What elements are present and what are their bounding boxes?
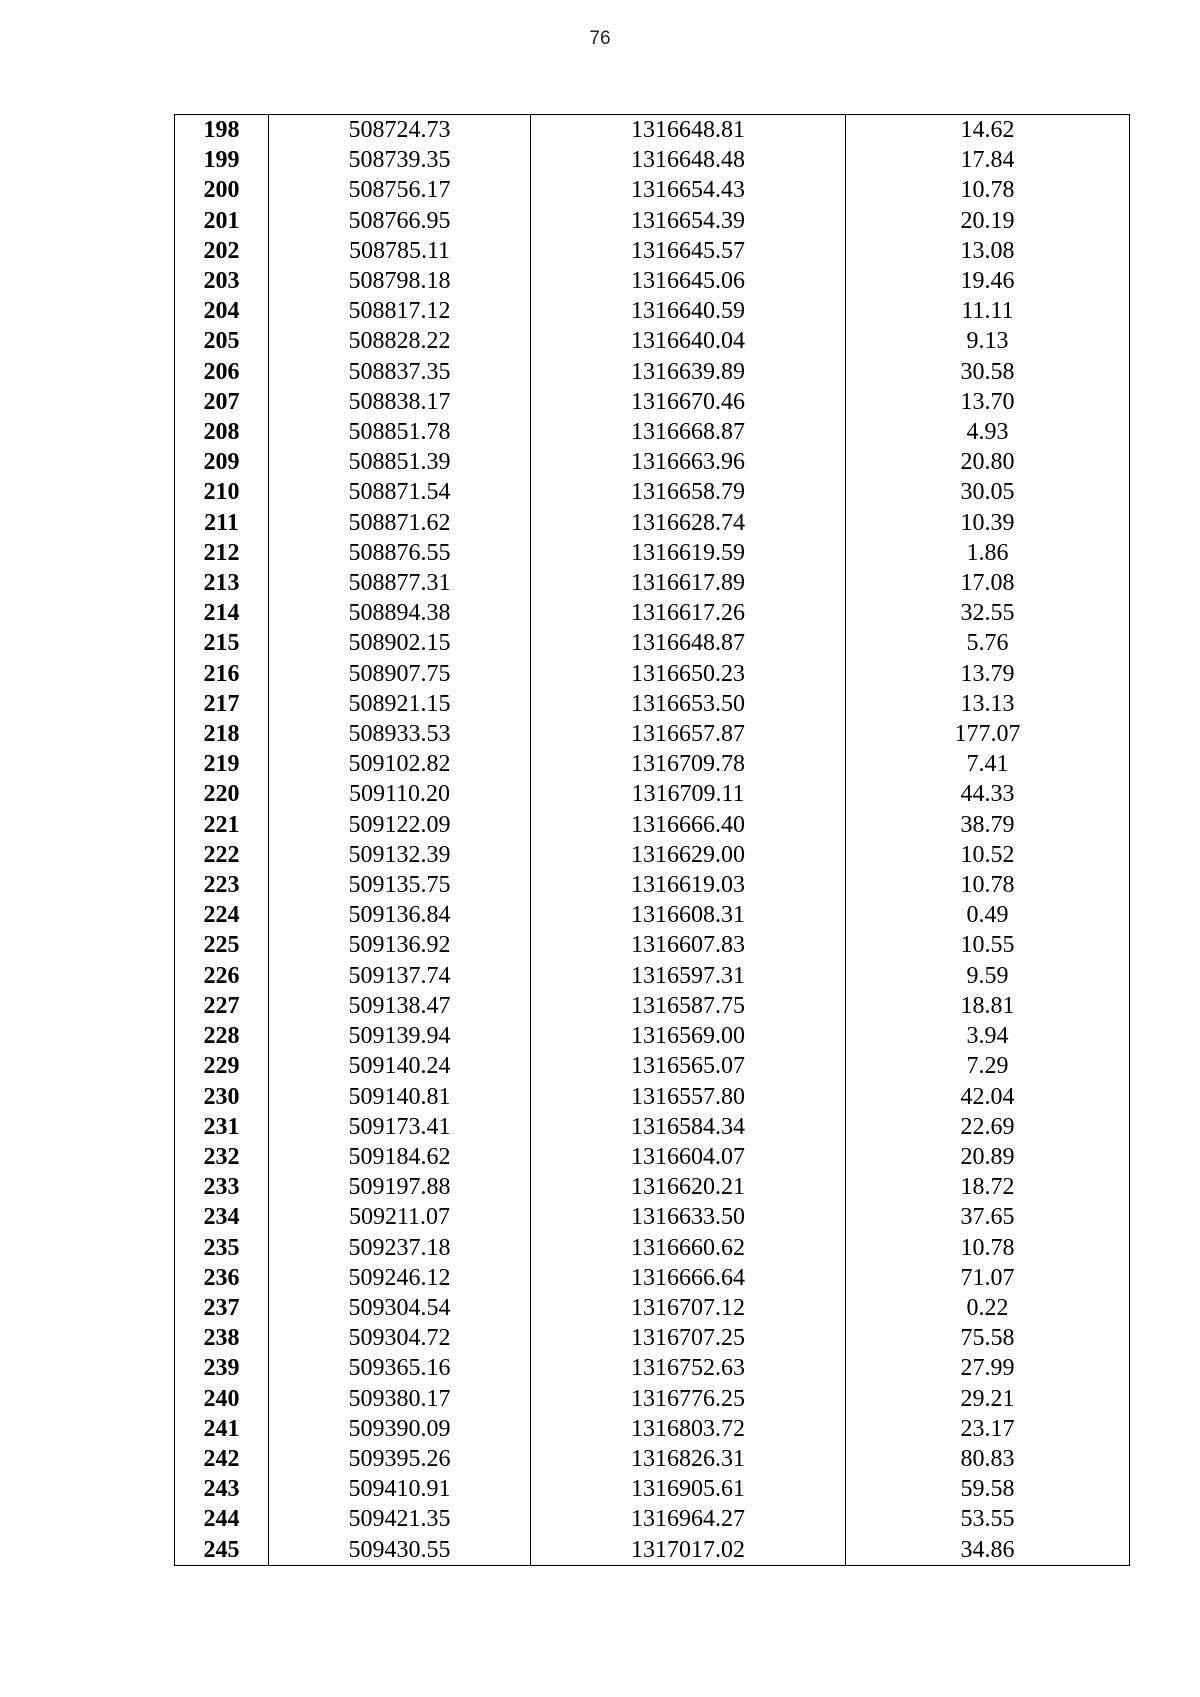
x-coordinate-cell: 508838.17 [269,387,531,417]
y-coordinate-cell: 1316619.59 [531,538,846,568]
y-coordinate-cell: 1316587.75 [531,991,846,1021]
table-row [175,659,1130,689]
table-row [175,477,1130,507]
x-coordinate-cell: 509184.62 [269,1142,531,1172]
y-coordinate-cell: 1316668.87 [531,417,846,447]
distance-cell: 13.70 [846,387,1130,417]
y-coordinate-cell: 1316617.89 [531,568,846,598]
y-coordinate-cell: 1316707.25 [531,1323,846,1353]
distance-cell: 20.89 [846,1142,1130,1172]
point-number-cell: 222 [175,840,269,870]
table-row [175,1233,1130,1263]
table-row [175,1444,1130,1474]
distance-cell: 10.55 [846,930,1130,960]
table-row [175,1293,1130,1323]
table-row [175,628,1130,658]
point-number-cell: 220 [175,779,269,809]
y-coordinate-cell: 1316657.87 [531,719,846,749]
distance-cell: 9.59 [846,961,1130,991]
point-number-cell: 241 [175,1414,269,1444]
y-coordinate-cell: 1316666.40 [531,810,846,840]
distance-cell: 27.99 [846,1353,1130,1383]
table-row [175,296,1130,326]
x-coordinate-cell: 509365.16 [269,1353,531,1383]
point-number-cell: 218 [175,719,269,749]
table-row [175,1414,1130,1444]
y-coordinate-cell: 1316650.23 [531,659,846,689]
table-row [175,598,1130,628]
point-number-cell: 198 [175,115,269,146]
y-coordinate-cell: 1316640.04 [531,326,846,356]
point-number-cell: 212 [175,538,269,568]
point-number-cell: 217 [175,689,269,719]
x-coordinate-cell: 508876.55 [269,538,531,568]
point-number-cell: 231 [175,1112,269,1142]
table-row [175,779,1130,809]
x-coordinate-cell: 508902.15 [269,628,531,658]
table-row [175,1051,1130,1081]
distance-cell: 10.78 [846,175,1130,205]
point-number-cell: 210 [175,477,269,507]
table-row [175,357,1130,387]
x-coordinate-cell: 509122.09 [269,810,531,840]
x-coordinate-cell: 509173.41 [269,1112,531,1142]
distance-cell: 10.78 [846,1233,1130,1263]
distance-cell: 17.84 [846,145,1130,175]
coordinates-table-body [175,115,1130,1566]
x-coordinate-cell: 509246.12 [269,1263,531,1293]
y-coordinate-cell: 1316670.46 [531,387,846,417]
distance-cell: 0.49 [846,900,1130,930]
x-coordinate-cell: 508766.95 [269,206,531,236]
y-coordinate-cell: 1316752.63 [531,1353,846,1383]
y-coordinate-cell: 1316645.06 [531,266,846,296]
point-number-cell: 202 [175,236,269,266]
x-coordinate-cell: 509395.26 [269,1444,531,1474]
table-row [175,1535,1130,1566]
x-coordinate-cell: 508851.39 [269,447,531,477]
point-number-cell: 201 [175,206,269,236]
table-row [175,326,1130,356]
y-coordinate-cell: 1316709.78 [531,749,846,779]
y-coordinate-cell: 1316648.48 [531,145,846,175]
point-number-cell: 216 [175,659,269,689]
x-coordinate-cell: 508785.11 [269,236,531,266]
distance-cell: 13.13 [846,689,1130,719]
y-coordinate-cell: 1316633.50 [531,1202,846,1232]
point-number-cell: 206 [175,357,269,387]
distance-cell: 30.58 [846,357,1130,387]
point-number-cell: 234 [175,1202,269,1232]
distance-cell: 18.81 [846,991,1130,1021]
x-coordinate-cell: 509137.74 [269,961,531,991]
table-row [175,1172,1130,1202]
distance-cell: 3.94 [846,1021,1130,1051]
distance-cell: 20.80 [846,447,1130,477]
distance-cell: 1.86 [846,538,1130,568]
distance-cell: 29.21 [846,1384,1130,1414]
x-coordinate-cell: 509102.82 [269,749,531,779]
y-coordinate-cell: 1316597.31 [531,961,846,991]
distance-cell: 0.22 [846,1293,1130,1323]
y-coordinate-cell: 1316826.31 [531,1444,846,1474]
distance-cell: 75.58 [846,1323,1130,1353]
distance-cell: 19.46 [846,266,1130,296]
point-number-cell: 239 [175,1353,269,1383]
point-number-cell: 207 [175,387,269,417]
y-coordinate-cell: 1316905.61 [531,1474,846,1504]
distance-cell: 10.39 [846,508,1130,538]
x-coordinate-cell: 508798.18 [269,266,531,296]
distance-cell: 5.76 [846,628,1130,658]
distance-cell: 44.33 [846,779,1130,809]
y-coordinate-cell: 1316569.00 [531,1021,846,1051]
y-coordinate-cell: 1316639.89 [531,357,846,387]
table-row [175,508,1130,538]
distance-cell: 34.86 [846,1535,1130,1566]
point-number-cell: 200 [175,175,269,205]
x-coordinate-cell: 508837.35 [269,357,531,387]
x-coordinate-cell: 508877.31 [269,568,531,598]
x-coordinate-cell: 509430.55 [269,1535,531,1566]
distance-cell: 38.79 [846,810,1130,840]
x-coordinate-cell: 508907.75 [269,659,531,689]
x-coordinate-cell: 509110.20 [269,779,531,809]
x-coordinate-cell: 509421.35 [269,1504,531,1534]
point-number-cell: 227 [175,991,269,1021]
x-coordinate-cell: 508851.78 [269,417,531,447]
y-coordinate-cell: 1316640.59 [531,296,846,326]
y-coordinate-cell: 1316648.87 [531,628,846,658]
table-row [175,447,1130,477]
y-coordinate-cell: 1316653.50 [531,689,846,719]
table-row [175,1353,1130,1383]
distance-cell: 14.62 [846,115,1130,146]
x-coordinate-cell: 508871.62 [269,508,531,538]
point-number-cell: 240 [175,1384,269,1414]
page-number: 76 [589,28,611,49]
distance-cell: 22.69 [846,1112,1130,1142]
y-coordinate-cell: 1316628.74 [531,508,846,538]
point-number-cell: 204 [175,296,269,326]
distance-cell: 9.13 [846,326,1130,356]
distance-cell: 53.55 [846,1504,1130,1534]
x-coordinate-cell: 509211.07 [269,1202,531,1232]
x-coordinate-cell: 509304.72 [269,1323,531,1353]
table-row [175,1082,1130,1112]
point-number-cell: 221 [175,810,269,840]
table-row [175,1504,1130,1534]
table-row [175,991,1130,1021]
x-coordinate-cell: 508933.53 [269,719,531,749]
distance-cell: 42.04 [846,1082,1130,1112]
point-number-cell: 229 [175,1051,269,1081]
y-coordinate-cell: 1316619.03 [531,870,846,900]
y-coordinate-cell: 1316604.07 [531,1142,846,1172]
point-number-cell: 225 [175,930,269,960]
y-coordinate-cell: 1316584.34 [531,1112,846,1142]
coordinates-table [174,114,1130,1566]
y-coordinate-cell: 1316964.27 [531,1504,846,1534]
table-row [175,206,1130,236]
point-number-cell: 219 [175,749,269,779]
x-coordinate-cell: 509140.24 [269,1051,531,1081]
point-number-cell: 230 [175,1082,269,1112]
point-number-cell: 237 [175,1293,269,1323]
y-coordinate-cell: 1316608.31 [531,900,846,930]
point-number-cell: 205 [175,326,269,356]
point-number-cell: 213 [175,568,269,598]
y-coordinate-cell: 1316658.79 [531,477,846,507]
y-coordinate-cell: 1316803.72 [531,1414,846,1444]
distance-cell: 17.08 [846,568,1130,598]
distance-cell: 80.83 [846,1444,1130,1474]
point-number-cell: 224 [175,900,269,930]
x-coordinate-cell: 508871.54 [269,477,531,507]
table-row [175,1474,1130,1504]
y-coordinate-cell: 1316660.62 [531,1233,846,1263]
table-row [175,175,1130,205]
x-coordinate-cell: 509136.84 [269,900,531,930]
x-coordinate-cell: 509410.91 [269,1474,531,1504]
table-row [175,961,1130,991]
y-coordinate-cell: 1316648.81 [531,115,846,146]
table-row [175,1021,1130,1051]
point-number-cell: 199 [175,145,269,175]
point-number-cell: 236 [175,1263,269,1293]
point-number-cell: 233 [175,1172,269,1202]
x-coordinate-cell: 509237.18 [269,1233,531,1263]
x-coordinate-cell: 509138.47 [269,991,531,1021]
table-row [175,236,1130,266]
y-coordinate-cell: 1316617.26 [531,598,846,628]
table-row [175,115,1130,146]
table-row [175,145,1130,175]
distance-cell: 10.78 [846,870,1130,900]
table-row [175,930,1130,960]
table-row [175,900,1130,930]
table-row [175,689,1130,719]
point-number-cell: 228 [175,1021,269,1051]
x-coordinate-cell: 508894.38 [269,598,531,628]
table-row [175,538,1130,568]
table-row [175,870,1130,900]
x-coordinate-cell: 508739.35 [269,145,531,175]
y-coordinate-cell: 1316654.43 [531,175,846,205]
table-row [175,719,1130,749]
x-coordinate-cell: 508724.73 [269,115,531,146]
x-coordinate-cell: 509304.54 [269,1293,531,1323]
point-number-cell: 203 [175,266,269,296]
distance-cell: 7.29 [846,1051,1130,1081]
table-row [175,1142,1130,1172]
distance-cell: 7.41 [846,749,1130,779]
y-coordinate-cell: 1316654.39 [531,206,846,236]
y-coordinate-cell: 1316565.07 [531,1051,846,1081]
point-number-cell: 245 [175,1535,269,1566]
x-coordinate-cell: 508921.15 [269,689,531,719]
point-number-cell: 235 [175,1233,269,1263]
y-coordinate-cell: 1316776.25 [531,1384,846,1414]
y-coordinate-cell: 1316629.00 [531,840,846,870]
distance-cell: 13.08 [846,236,1130,266]
point-number-cell: 242 [175,1444,269,1474]
point-number-cell: 244 [175,1504,269,1534]
x-coordinate-cell: 509390.09 [269,1414,531,1444]
table-row [175,387,1130,417]
y-coordinate-cell: 1316607.83 [531,930,846,960]
distance-cell: 71.07 [846,1263,1130,1293]
distance-cell: 13.79 [846,659,1130,689]
y-coordinate-cell: 1316557.80 [531,1082,846,1112]
y-coordinate-cell: 1316707.12 [531,1293,846,1323]
distance-cell: 11.11 [846,296,1130,326]
table-row [175,1112,1130,1142]
table-row [175,568,1130,598]
point-number-cell: 211 [175,508,269,538]
x-coordinate-cell: 509132.39 [269,840,531,870]
x-coordinate-cell: 509135.75 [269,870,531,900]
y-coordinate-cell: 1316645.57 [531,236,846,266]
point-number-cell: 214 [175,598,269,628]
distance-cell: 30.05 [846,477,1130,507]
y-coordinate-cell: 1316620.21 [531,1172,846,1202]
point-number-cell: 215 [175,628,269,658]
point-number-cell: 209 [175,447,269,477]
table-row [175,1384,1130,1414]
x-coordinate-cell: 509139.94 [269,1021,531,1051]
table-row [175,1202,1130,1232]
point-number-cell: 226 [175,961,269,991]
y-coordinate-cell: 1316666.64 [531,1263,846,1293]
distance-cell: 59.58 [846,1474,1130,1504]
point-number-cell: 243 [175,1474,269,1504]
y-coordinate-cell: 1316663.96 [531,447,846,477]
x-coordinate-cell: 509197.88 [269,1172,531,1202]
distance-cell: 23.17 [846,1414,1130,1444]
distance-cell: 32.55 [846,598,1130,628]
y-coordinate-cell: 1317017.02 [531,1535,846,1566]
x-coordinate-cell: 508828.22 [269,326,531,356]
point-number-cell: 208 [175,417,269,447]
x-coordinate-cell: 509136.92 [269,930,531,960]
x-coordinate-cell: 508817.12 [269,296,531,326]
distance-cell: 20.19 [846,206,1130,236]
table-row [175,266,1130,296]
point-number-cell: 232 [175,1142,269,1172]
distance-cell: 4.93 [846,417,1130,447]
point-number-cell: 238 [175,1323,269,1353]
distance-cell: 18.72 [846,1172,1130,1202]
distance-cell: 177.07 [846,719,1130,749]
table-row [175,1323,1130,1353]
distance-cell: 37.65 [846,1202,1130,1232]
table-row [175,417,1130,447]
y-coordinate-cell: 1316709.11 [531,779,846,809]
x-coordinate-cell: 509140.81 [269,1082,531,1112]
table-row [175,840,1130,870]
x-coordinate-cell: 509380.17 [269,1384,531,1414]
distance-cell: 10.52 [846,840,1130,870]
x-coordinate-cell: 508756.17 [269,175,531,205]
point-number-cell: 223 [175,870,269,900]
table-row [175,1263,1130,1293]
table-row [175,749,1130,779]
table-row [175,810,1130,840]
